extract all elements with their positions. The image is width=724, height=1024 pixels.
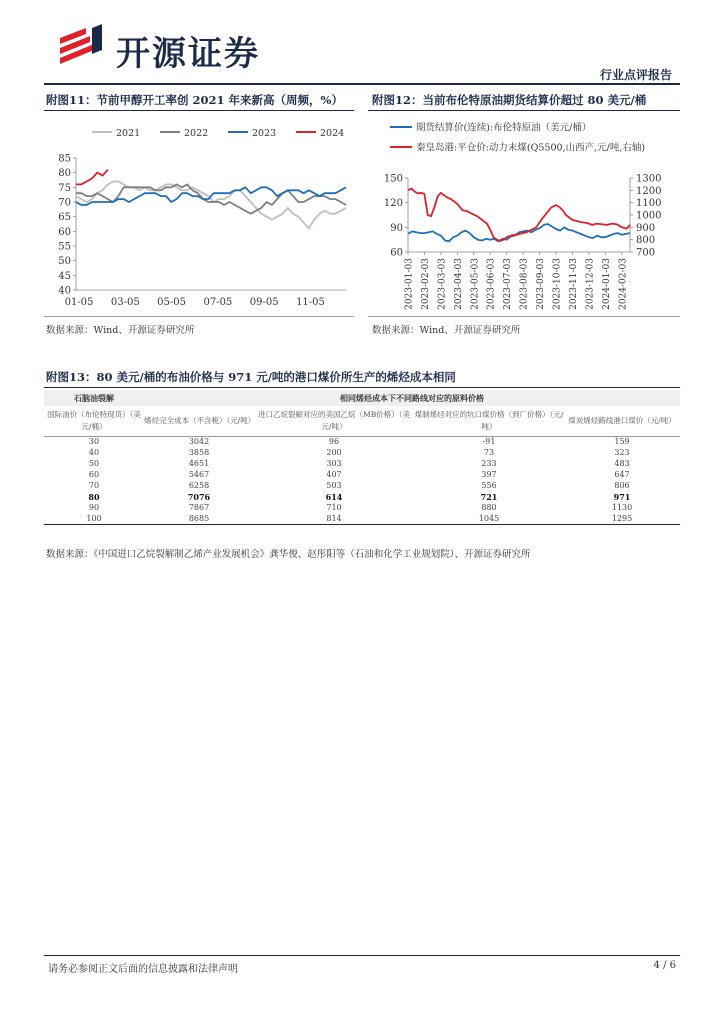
table-row [44,447,680,458]
table-cell: 5467 [188,470,210,479]
x-tick-label: 2023-01-03 [404,258,415,310]
table-cell: 407 [326,470,342,479]
table-cell: 397 [481,470,497,479]
legend-label: 期货结算价(连续):布伦特原油（美元/桶） [416,122,592,134]
fig13-title: 附图13：80 美元/桶的布油价格与 971 元/吨的港口煤价所生产的烯烃成本相同 [46,370,456,384]
footer-disclaimer: 请务必参阅正文后面的信息披露和法律声明 [48,964,238,975]
fig12-bottom-rule [368,316,680,317]
table-cell: 60 [88,470,100,479]
y-tick-label: 50 [58,256,71,268]
table-cell: 806 [614,481,630,490]
right-y-tick-label: 1000 [636,210,662,222]
legend-label-2021: 2021 [116,128,141,139]
x-tick-label: 2023-05-03 [470,258,481,310]
table-header-mine-coal: 煤制烯烃对应的坑口煤价格（到厂价格）（元/吨） [414,406,564,436]
table-cell: 880 [481,503,497,512]
x-tick-label: 2023-02-03 [420,258,431,310]
table-cell: 3042 [188,437,210,447]
series-line-left [408,224,630,241]
fig11-source: 数据来源：Wind、开源证券研究所 [46,325,195,336]
table-cell: 200 [326,448,342,457]
table-row [44,502,680,513]
fig13-source: 数据来源：《中国进口乙烷裂解制乙烯产业发展机会》龚华俊、赵彤阳等（石油和化学工业规划院）、开源证券研究所 [46,549,531,560]
table-row [44,480,680,491]
x-tick-label: 09-05 [249,297,279,308]
y-tick-label: 65 [58,212,71,224]
table-cell: 1295 [564,513,680,524]
table-cell: 4651 [188,459,210,468]
table-cell: 614 [325,491,343,502]
y-tick-label: 75 [58,182,71,194]
x-tick-label: 2023-10-03 [552,258,563,310]
x-tick-label: 2023-09-03 [536,258,547,310]
table-cell: 503 [326,481,342,490]
page-number: 4 / 6 [653,960,676,971]
left-y-tick-label: 150 [383,173,403,185]
table-cell: 90 [88,503,100,512]
table-cell: 3858 [188,448,210,457]
x-tick-label: 05-05 [157,297,187,308]
table-cell: 556 [481,481,497,490]
table-cell: -91 [482,437,496,447]
right-y-tick-label: 800 [636,235,656,247]
x-tick-label: 2024-02-03 [618,258,629,310]
table-row [44,469,680,480]
table-cell: 159 [614,437,630,447]
table-cell: 7076 [187,491,211,502]
logo-mark-icon [56,20,108,68]
legend-label-2024: 2024 [320,128,345,139]
table-header-port-coal: 煤炭烯烃路线港口煤价（元/吨） [564,406,680,436]
table-cell: 40 [88,448,100,457]
y-tick-label: 70 [58,197,71,209]
x-tick-label: 2023-12-03 [585,258,596,310]
fig12-title-rule [368,110,680,111]
fig11-title-rule [44,110,354,111]
logo-text: 开源证券 [116,34,260,74]
table-cell: 96 [328,437,340,447]
table-cell: 100 [44,513,144,524]
right-y-tick-label: 1200 [636,185,662,197]
table-cell: 814 [254,513,414,524]
table-cell: 710 [326,503,342,512]
fig12-source: 数据来源：Wind、开源证券研究所 [372,325,521,336]
left-y-tick-label: 120 [383,198,403,210]
y-tick-label: 55 [58,241,71,253]
y-tick-label: 85 [58,153,71,165]
right-y-tick-label: 700 [636,247,656,259]
x-tick-label: 2023-03-03 [437,258,448,310]
table-cell: 1130 [611,503,633,512]
legend-label: 秦皇岛港:平仓价:动力末煤(Q5500,山西产,元/吨,右轴) [416,142,646,154]
table-header-olefin-cost: 烯烃完全成本（不含税）（元/吨） [144,406,254,436]
company-logo [56,20,286,74]
x-tick-label: 03-05 [110,297,140,308]
table-body [44,436,680,524]
table-cell: 80 [88,491,100,502]
y-tick-label: 60 [58,226,71,238]
table-group-right: 相同烯烃成本下不同路线对应的原料价格 [144,390,680,406]
x-tick-label: 01-05 [64,297,94,308]
table-group-left: 石脑油裂解 [44,390,144,406]
table-cell: 1045 [414,513,564,524]
table-cell: 6258 [188,481,210,490]
x-tick-label: 2023-08-03 [519,258,530,310]
y-tick-label: 40 [58,285,71,297]
table-row [44,436,680,447]
x-tick-label: 07-05 [203,297,233,308]
table-cell: 323 [614,448,630,457]
series-line-2024 [76,170,108,185]
left-y-tick-label: 90 [390,222,403,234]
table-cell: 7867 [188,503,210,512]
table-cell: 303 [326,459,342,468]
x-tick-label: 2023-06-03 [486,258,497,310]
y-tick-label: 80 [58,168,71,180]
table-cell: 721 [480,491,498,502]
table-cell: 50 [88,459,100,468]
right-y-tick-label: 900 [636,222,656,234]
right-y-tick-label: 1100 [636,198,662,210]
table-row [44,458,680,469]
table-cell: 483 [614,459,630,468]
cost-table [44,390,680,525]
right-y-tick-label: 1300 [636,173,662,185]
table-row [44,513,680,524]
y-tick-label: 45 [58,270,71,282]
fig11-title: 附图11：节前甲醇开工率创 2021 年来新高（周频，%） [46,93,343,107]
left-y-tick-label: 60 [390,247,403,259]
table-header-ethane: 进口乙烷裂解对应的美国乙烷（MB价格）（美元/吨） [254,406,414,436]
fig11-bottom-rule [44,316,354,317]
fig12-chart [368,112,680,314]
series-line-2021 [76,182,346,229]
table-row-highlight [44,491,680,502]
table-cell: 30 [88,437,100,447]
table-cell: 647 [614,470,630,479]
x-tick-label: 2023-07-03 [503,258,514,310]
footer-rule [44,955,680,956]
table-cell: 971 [613,491,631,502]
legend-label-2023: 2023 [252,128,277,139]
table-cell: 70 [88,481,100,490]
report-type: 行业点评报告 [599,68,672,82]
table-cell: 73 [483,448,495,457]
x-tick-label: 2023-04-03 [453,258,464,310]
header-rule [44,83,680,85]
legend-label-2022: 2022 [184,128,209,139]
table-cell: 233 [481,459,497,468]
table-cell: 8685 [144,513,254,524]
x-tick-label: 2024-01-03 [601,258,612,310]
table-header-oil: 国际油价（布伦特现货）（美元/桶） [44,406,144,436]
fig11-chart [44,112,354,314]
fig13-title-rule [44,387,680,388]
x-tick-label: 2023-11-03 [568,258,579,310]
x-tick-label: 11-05 [296,297,325,308]
fig12-title: 附图12：当前布伦特原油期货结算价超过 80 美元/桶 [372,93,647,107]
